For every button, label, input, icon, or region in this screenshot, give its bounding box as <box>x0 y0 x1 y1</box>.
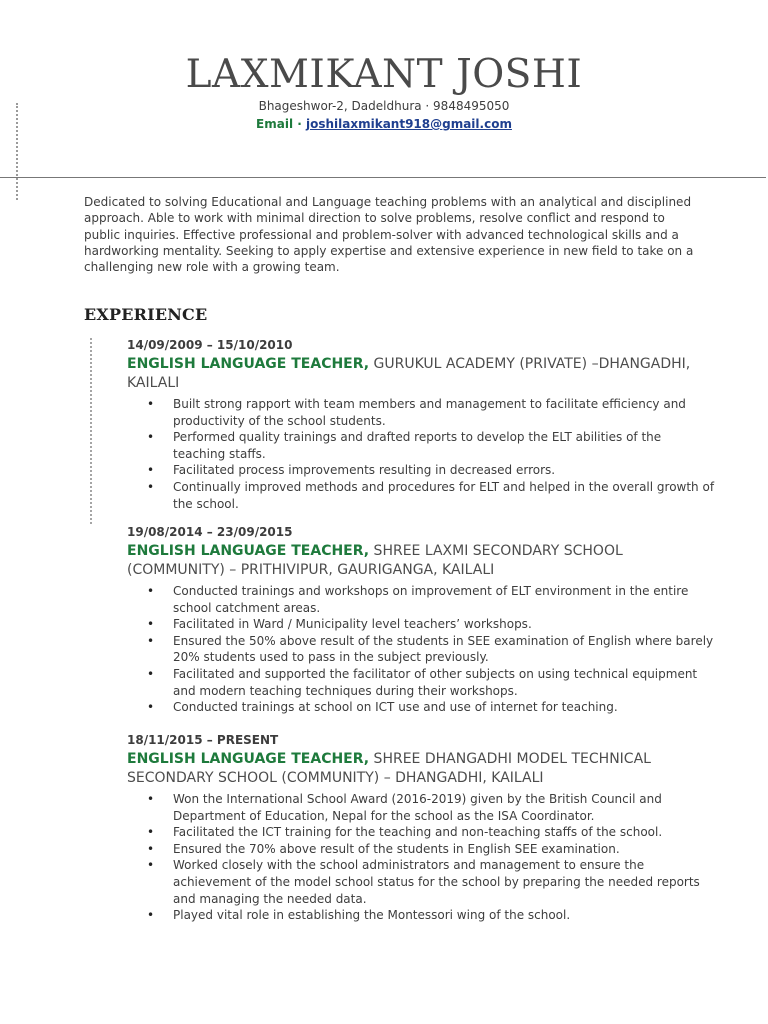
bullet-icon: • <box>147 700 155 715</box>
bullet-item <box>127 824 717 841</box>
bullet-item <box>127 396 717 429</box>
bullet-text: Facilitated the ICT training for the teaching and non-teaching staffs of the school. <box>173 825 663 840</box>
bullet-text: Worked closely with the school administrators and management to ensure the achievement of the model school status for the school by preparing the needed reports and managing the needed data. <box>173 858 700 906</box>
bullet-text: Facilitated and supported the facilitator of other subjects on using technical equipment and modern teaching techniques during their workshops. <box>173 666 698 698</box>
contact-line: Bhageshwor-2, Dadeldhura · 9848495050 <box>258 99 510 113</box>
bullet-icon: • <box>147 397 155 411</box>
bullet-item <box>127 462 717 479</box>
bullet-icon: • <box>147 617 155 632</box>
bullet-text: Performed quality trainings and drafted reports to develop the ELT abilities of the teaching staffs. <box>173 430 662 461</box>
job-entry <box>127 733 717 924</box>
job-title <box>127 750 717 788</box>
bullet-text: Built strong rapport with team members and management to facilitate efficiency and productivity of the school students. <box>173 397 686 428</box>
email-link[interactable]: joshilaxmikant918@gmail.com <box>305 117 512 131</box>
bullet-text: Conducted trainings at school on ICT use and use of internet for teaching. <box>173 700 618 715</box>
bullet-text: Ensured the 70% above result of the students in English SEE examination. <box>173 841 620 856</box>
bullet-icon: • <box>147 463 155 478</box>
bullet-item <box>127 907 717 924</box>
candidate-name: LAXMIKANT JOSHI <box>185 52 583 97</box>
bullet-text: Facilitated process improvements resulting in decreased errors. <box>173 463 556 478</box>
bullet-icon: • <box>147 825 155 840</box>
bullet-icon: • <box>147 666 155 681</box>
bullet-icon: • <box>147 841 155 856</box>
summary-paragraph: Dedicated to solving Educational and Language teaching problems with an analytical and disciplined approach. Able to work with minimal direction to solve problems, resolve conflict and respond to public inquiries. Effective professional and problem-solver with advanced technological skills and a hardworking mentality. Seeking to apply expertise and extensive experience in new field to take on a challenging new role with a growing team. <box>84 195 694 275</box>
job-organization: GURUKUL ACADEMY (PRIVATE) –DHANGADHI, KAILALI <box>127 356 691 391</box>
bullet-item <box>127 699 717 716</box>
job-title <box>127 355 717 393</box>
bullet-text: Continually improved methods and procedures for ELT and helped in the overall growth of the school. <box>173 479 715 511</box>
bullet-icon: • <box>147 430 155 445</box>
bullet-item <box>127 841 717 858</box>
bullet-icon: • <box>147 858 155 873</box>
email-label: Email · <box>256 117 306 131</box>
bullet-icon: • <box>147 633 155 648</box>
bullet-item <box>127 666 717 699</box>
job-role: ENGLISH LANGUAGE TEACHER, <box>127 751 370 767</box>
job-entry <box>127 338 717 512</box>
bullet-text: Facilitated in Ward / Municipality level teachers’ workshops. <box>173 617 532 632</box>
job-bullets <box>127 791 717 924</box>
job-bullets <box>127 583 717 716</box>
job-role: ENGLISH LANGUAGE TEACHER, <box>127 356 370 372</box>
bullet-icon: • <box>147 792 155 806</box>
experience-dotted-rule <box>90 338 92 524</box>
bullet-text: Ensured the 50% above result of the students in SEE examination of English where barely 20% students used to pass in the subject previously. <box>173 633 714 665</box>
bullet-item <box>127 429 717 462</box>
job-entry <box>127 525 717 716</box>
bullet-icon: • <box>147 908 155 923</box>
bullet-text: Won the International School Award (2016-2019) given by the British Council and Department of Education, Nepal for the school as the ISA Coordinator. <box>173 792 662 823</box>
job-role: ENGLISH LANGUAGE TEACHER, <box>127 543 370 559</box>
job-dates: 14/09/2009 – 15/10/2010 <box>127 338 293 352</box>
bullet-icon: • <box>147 479 155 494</box>
bullet-item <box>127 479 717 512</box>
bullet-item <box>127 633 717 666</box>
header-divider <box>0 177 766 178</box>
job-title <box>127 542 717 580</box>
job-dates: 18/11/2015 – PRESENT <box>127 733 279 747</box>
bullet-icon: • <box>147 584 155 598</box>
job-dates: 19/08/2014 – 23/09/2015 <box>127 525 293 539</box>
experience-heading: EXPERIENCE <box>84 305 208 324</box>
bullet-text: Played vital role in establishing the Montessori wing of the school. <box>173 908 571 923</box>
job-organization: SHREE LAXMI SECONDARY SCHOOL (COMMUNITY) – PRITHIVIPUR, GAURIGANGA, KAILALI <box>127 543 623 578</box>
bullet-item <box>127 857 717 907</box>
email-line <box>0 117 768 131</box>
bullet-item <box>127 791 717 824</box>
bullet-item <box>127 616 717 633</box>
bullet-item <box>127 583 717 616</box>
bullet-text: Conducted trainings and workshops on improvement of ELT environment in the entire school catchment areas. <box>173 584 689 615</box>
job-bullets <box>127 396 717 512</box>
job-organization: SHREE DHANGADHI MODEL TECHNICAL SECONDARY SCHOOL (COMMUNITY) – DHANGADHI, KAILALI <box>127 751 651 786</box>
